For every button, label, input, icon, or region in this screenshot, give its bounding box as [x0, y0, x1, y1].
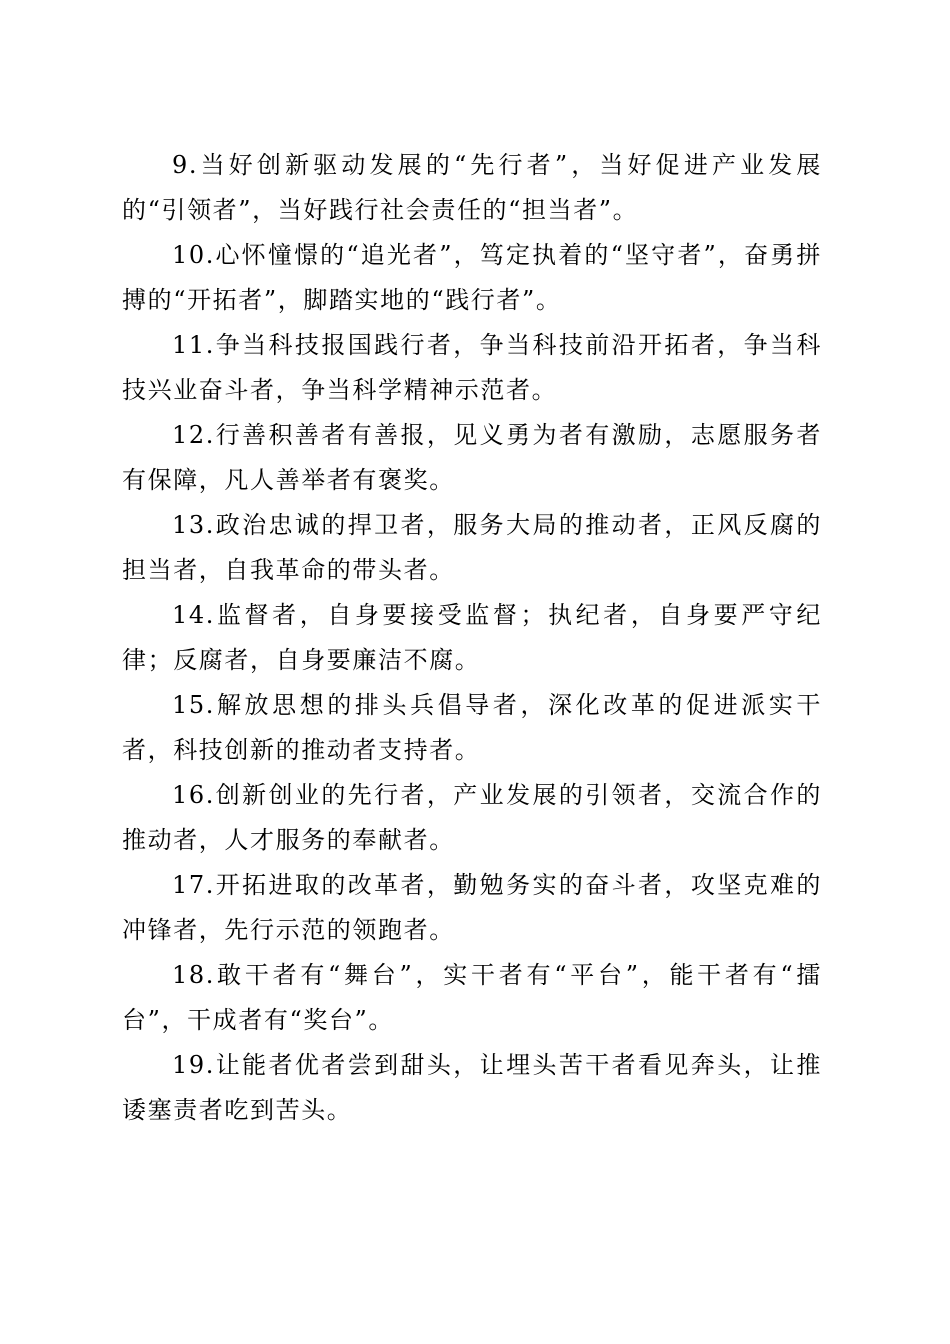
paragraph-9: 9.当好创新驱动发展的“先行者”，当好促进产业发展的“引领者”，当好践行社会责任的“担当者”。: [122, 151, 822, 224]
paragraph-16: 16.创新创业的先行者，产业发展的引领者，交流合作的推动者，人才服务的奉献者。: [122, 781, 822, 854]
document-page: [122, 143, 822, 1133]
paragraph-12: 12.行善积善者有善报，见义勇为者有激励，志愿服务者有保障，凡人善举者有褒奖。: [122, 421, 822, 494]
paragraph-15: 15.解放思想的排头兵倡导者，深化改革的促进派实干者，科技创新的推动者支持者。: [122, 691, 822, 764]
paragraph-18: 18.敢干者有“舞台”，实干者有“平台”，能干者有“擂台”，干成者有“奖台”。: [122, 961, 822, 1034]
paragraph-17: 17.开拓进取的改革者，勤勉务实的奋斗者，攻坚克难的冲锋者，先行示范的领跑者。: [122, 871, 822, 944]
paragraph-10: 10.心怀憧憬的“追光者”，笃定执着的“坚守者”，奋勇拼搏的“开拓者”，脚踏实地的“践行者”。: [122, 241, 822, 314]
paragraph-14: 14.监督者，自身要接受监督；执纪者，自身要严守纪律；反腐者，自身要廉洁不腐。: [122, 601, 822, 674]
paragraph-13: 13.政治忠诚的捍卫者，服务大局的推动者，正风反腐的担当者，自我革命的带头者。: [122, 511, 822, 584]
paragraph-11: 11.争当科技报国践行者，争当科技前沿开拓者，争当科技兴业奋斗者，争当科学精神示范者。: [122, 331, 822, 404]
paragraph-19: 19.让能者优者尝到甜头，让埋头苦干者看见奔头，让推诿塞责者吃到苦头。: [122, 1051, 822, 1124]
